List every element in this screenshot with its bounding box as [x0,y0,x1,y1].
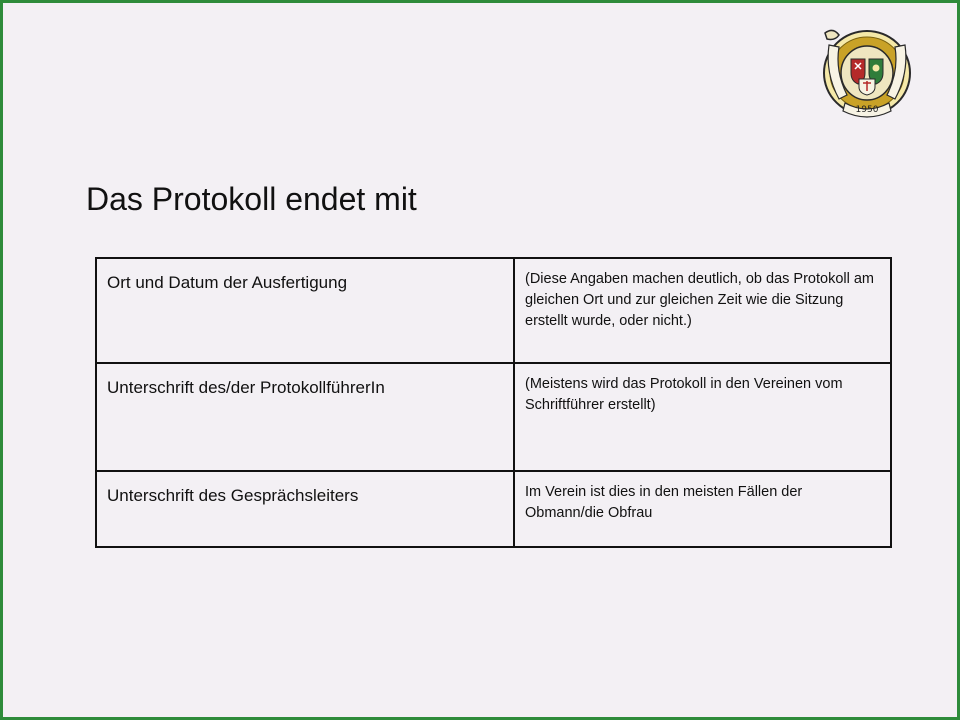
table-cell-item: Unterschrift des Gesprächsleiters [96,471,514,547]
table-cell-item: Unterschrift des/der ProtokollführerIn [96,363,514,471]
table-cell-note: (Meistens wird das Protokoll in den Vereinen vom Schriftführer erstellt) [514,363,891,471]
table-row [96,471,891,547]
slide-title: Das Protokoll endet mit [86,181,417,217]
table-cell-note: (Diese Angaben machen deutlich, ob das Protokoll am gleichen Ort und zur gleichen Zeit wie die Sitzung erstellt wurde, oder nicht.) [514,258,891,363]
emblem-year: 1950 [855,105,879,115]
table-row [96,258,891,363]
club-crest-icon [815,23,915,119]
table-row [96,363,891,471]
table-cell-note: Im Verein ist dies in den meisten Fällen der Obmann/die Obfrau [514,471,891,547]
table-cell-item: Ort und Datum der Ausfertigung [96,258,514,363]
protocol-end-table [95,257,892,548]
